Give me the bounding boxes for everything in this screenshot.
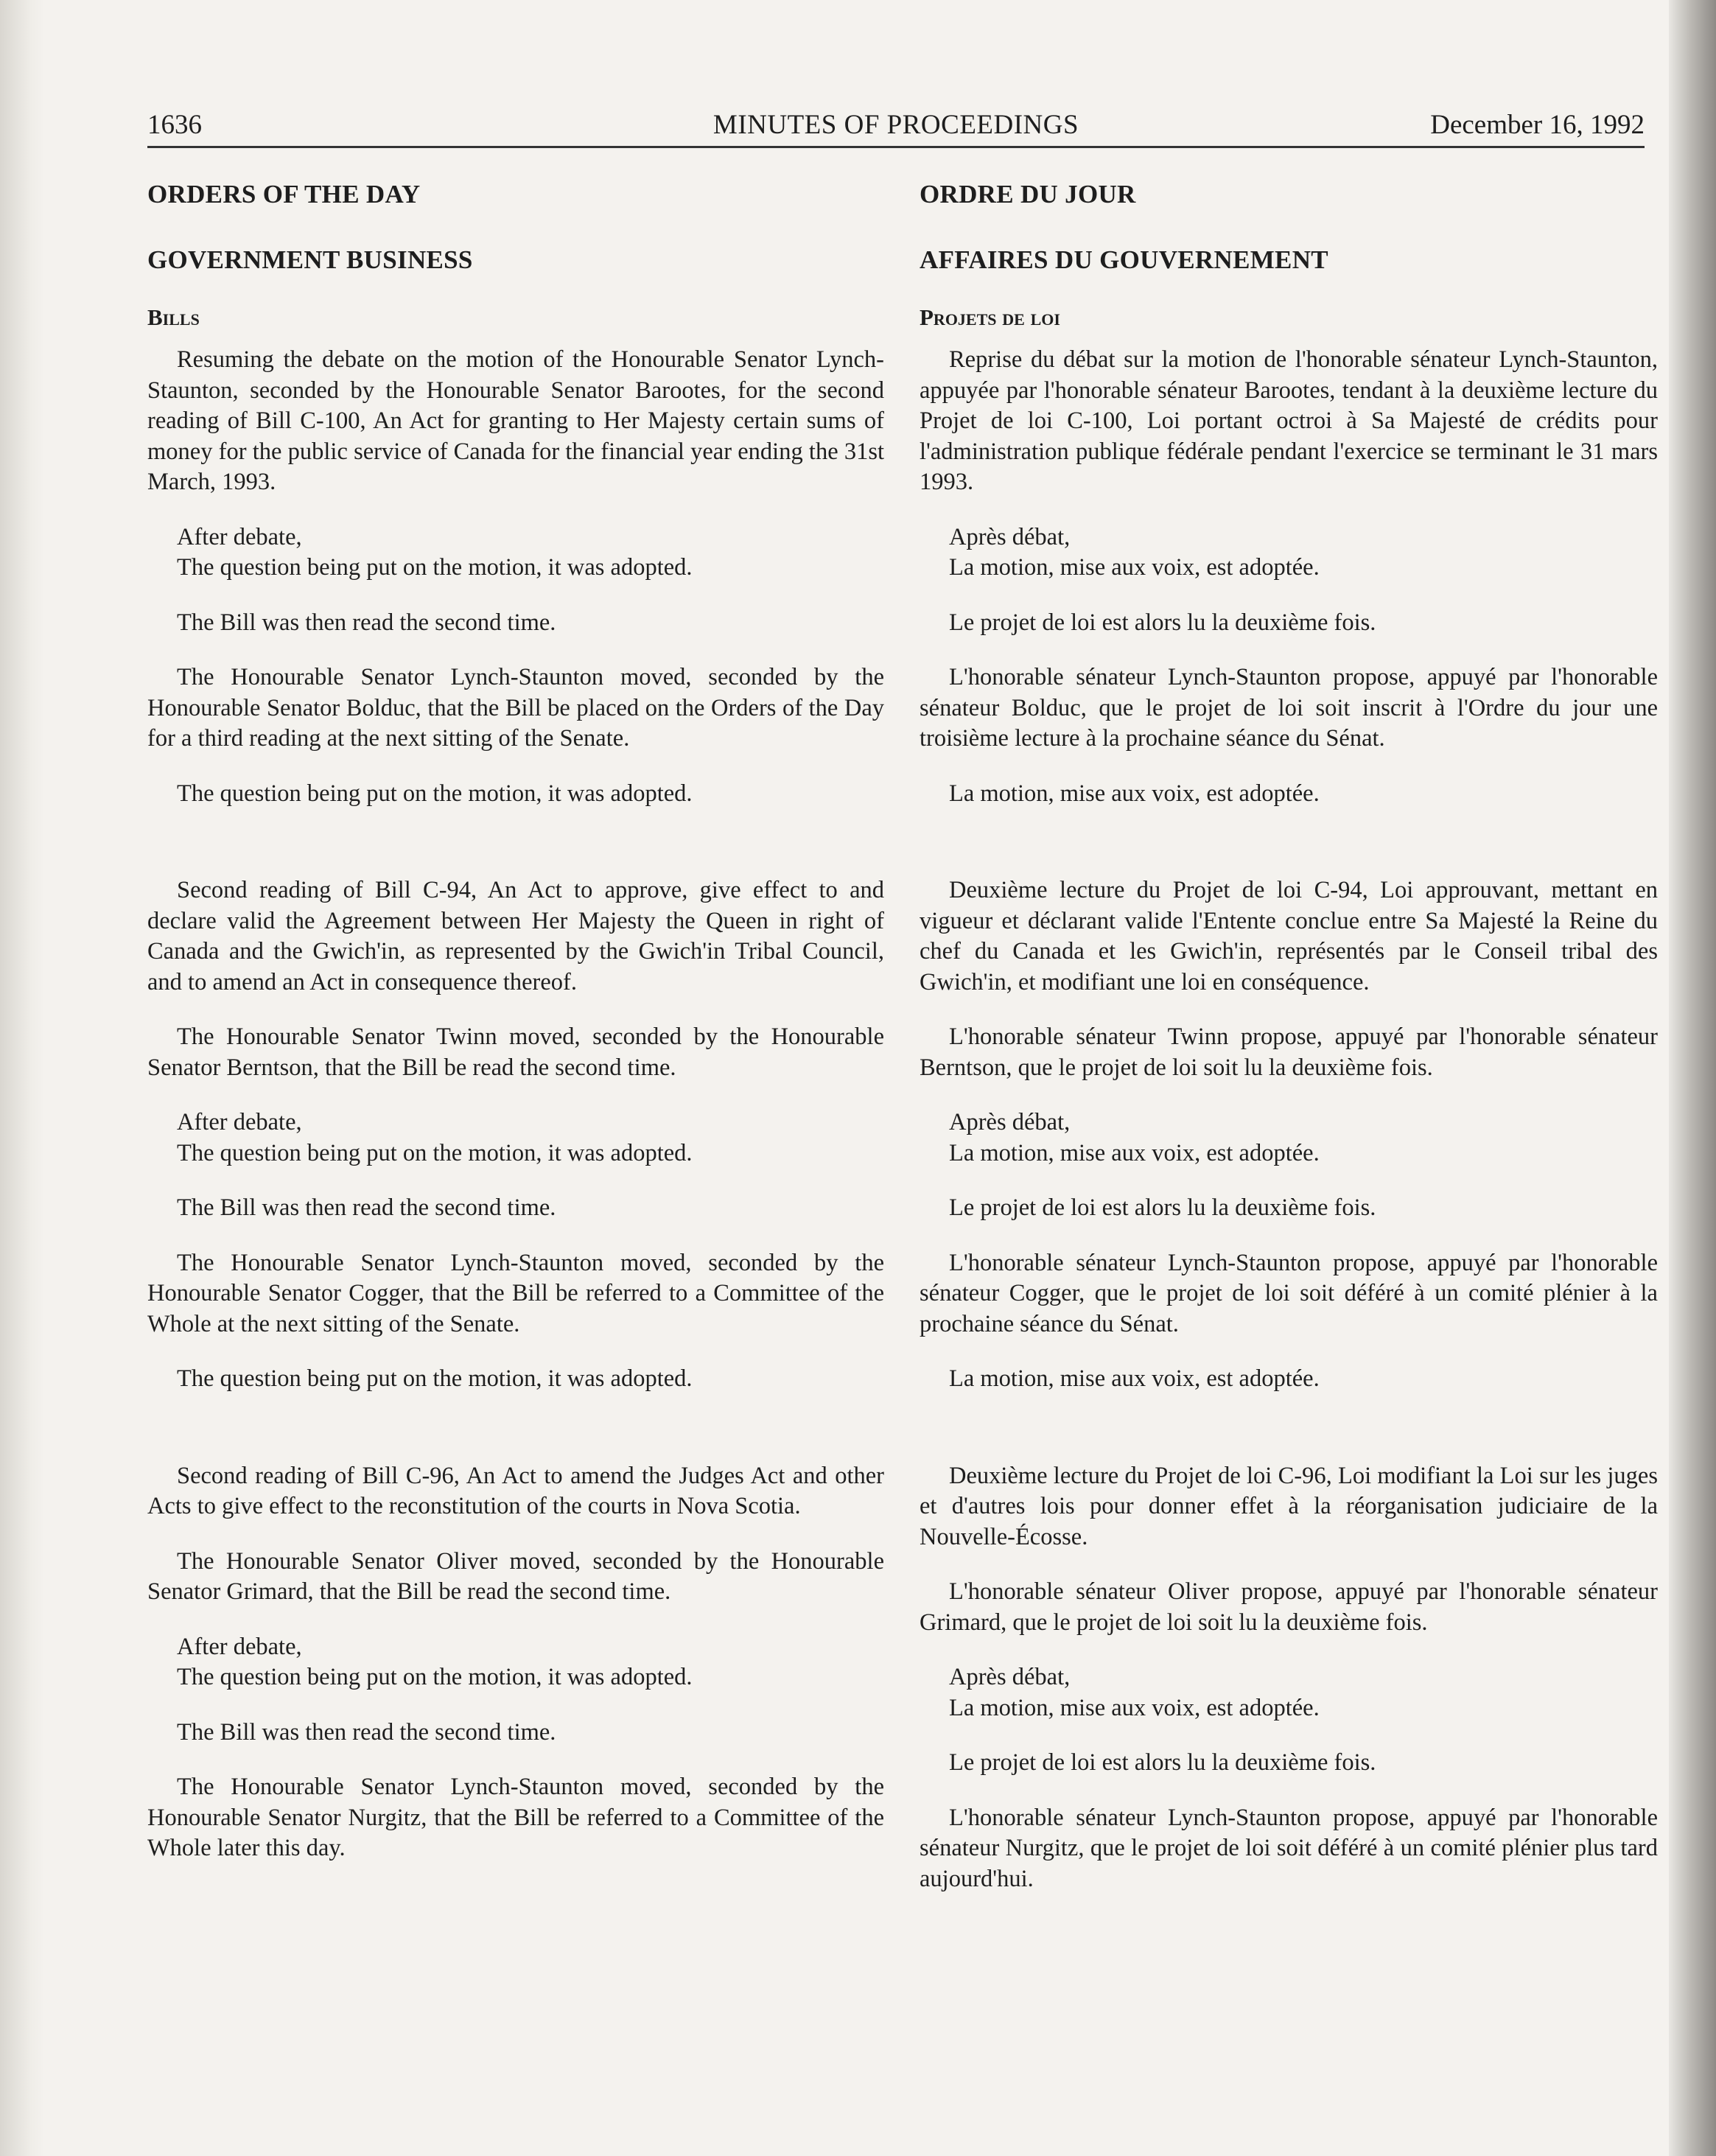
heading-ordre-du-jour: ORDRE DU JOUR bbox=[920, 180, 1136, 209]
french-column bbox=[920, 178, 1658, 1894]
header-date: December 16, 1992 bbox=[1430, 110, 1645, 140]
paragraph: La motion, mise aux voix, est adoptée. bbox=[949, 1139, 1320, 1166]
paragraph: Le projet de loi est alors lu la deuxième fois. bbox=[949, 1749, 1376, 1776]
heading-affaires-du-gouvernement: AFFAIRES DU GOUVERNEMENT bbox=[920, 245, 1328, 274]
heading-projets-de-loi: Projets de loi bbox=[920, 304, 1060, 330]
paragraph: La motion, mise aux voix, est adoptée. bbox=[949, 554, 1320, 581]
page-edge-shadow bbox=[1669, 0, 1716, 2156]
paragraph: Le projet de loi est alors lu la deuxième fois. bbox=[949, 1194, 1376, 1221]
paragraph: L'honorable sénateur Lynch-Staunton propose, appuyé par l'honorable sénateur Nurgitz, que le projet de loi soit déféré à un comité plénier plus tard aujourd'hui. bbox=[920, 1804, 1658, 1892]
paragraph: The question being put on the motion, it was adopted. bbox=[177, 1664, 693, 1690]
paragraph: Le projet de loi est alors lu la deuxième fois. bbox=[949, 609, 1376, 636]
paragraph: Reprise du débat sur la motion de l'honorable sénateur Lynch-Staunton, appuyée par l'honorable sénateur Barootes, tendant à la deuxième lecture du Projet de loi C-100, Loi portant octroi à Sa Majesté de crédits pour l'administration publique fédérale pendant l'exercice se terminant le 31 mars 1993. bbox=[920, 346, 1658, 495]
page-binding-shadow bbox=[0, 0, 44, 2156]
paragraph: The question being put on the motion, it was adopted. bbox=[177, 554, 693, 581]
paragraph: La motion, mise aux voix, est adoptée. bbox=[949, 1694, 1320, 1721]
paragraph: La motion, mise aux voix, est adoptée. bbox=[949, 780, 1320, 807]
paragraph: Second reading of Bill C-94, An Act to approve, give effect to and declare valid the Agreement between Her Majesty the Queen in right of Canada and the Gwich'in, as represented by the Gwich'in Tribal Council, and to amend an Act in consequence thereof. bbox=[147, 877, 884, 995]
paragraph: The Honourable Senator Lynch-Staunton moved, seconded by the Honourable Senator Cogger, that the Bill be referred to a Committee of the Whole at the next sitting of the Senate. bbox=[147, 1249, 884, 1337]
paragraph: The Bill was then read the second time. bbox=[177, 1718, 556, 1746]
paragraph: Deuxième lecture du Projet de loi C-96, Loi modifiant la Loi sur les juges et d'autres lois pour donner effet à la réorganisation judiciaire de la Nouvelle-Écosse. bbox=[920, 1462, 1658, 1550]
paragraph: The question being put on the motion, it was adopted. bbox=[177, 1365, 693, 1392]
paragraph: After debate, bbox=[177, 1633, 302, 1660]
paragraph: The Honourable Senator Oliver moved, seconded by the Honourable Senator Grimard, that the Bill be read the second time. bbox=[147, 1547, 884, 1605]
heading-orders-of-the-day: ORDERS OF THE DAY bbox=[147, 180, 421, 209]
paragraph: The Honourable Senator Lynch-Staunton moved, seconded by the Honourable Senator Nurgitz, that the Bill be referred to a Committee of the Whole later this day. bbox=[147, 1774, 884, 1861]
paragraph: L'honorable sénateur Lynch-Staunton propose, appuyé par l'honorable sénateur Bolduc, que le projet de loi soit inscrit à l'Ordre du jour une troisième lecture à la prochaine séance du Sénat. bbox=[920, 664, 1658, 752]
paragraph: The Bill was then read the second time. bbox=[177, 609, 556, 636]
paragraph: Après débat, bbox=[949, 523, 1071, 550]
paragraph: After debate, bbox=[177, 1109, 302, 1135]
heading-government-business: GOVERNMENT BUSINESS bbox=[147, 245, 473, 274]
page-header bbox=[147, 109, 1645, 148]
paragraph: The Honourable Senator Lynch-Staunton moved, seconded by the Honourable Senator Bolduc, that the Bill be placed on the Orders of the Day for a third reading at the next sitting of the Senate. bbox=[147, 664, 884, 752]
paragraph: L'honorable sénateur Oliver propose, appuyé par l'honorable sénateur Grimard, que le projet de loi soit lu la deuxième fois. bbox=[920, 1578, 1658, 1636]
paragraph: Après débat, bbox=[949, 1664, 1071, 1690]
paragraph: L'honorable sénateur Lynch-Staunton propose, appuyé par l'honorable sénateur Cogger, que le projet de loi soit déféré à un comité plénier à la prochaine séance du Sénat. bbox=[920, 1249, 1658, 1337]
english-column bbox=[147, 178, 884, 1864]
paragraph: The Bill was then read the second time. bbox=[177, 1194, 556, 1221]
paragraph: Après débat, bbox=[949, 1109, 1071, 1135]
paragraph: The question being put on the motion, it was adopted. bbox=[177, 780, 693, 807]
paragraph: The question being put on the motion, it was adopted. bbox=[177, 1139, 693, 1166]
page-number: 1636 bbox=[147, 110, 202, 140]
paragraph: Deuxième lecture du Projet de loi C-94, Loi approuvant, mettant en vigueur et déclarant valide l'Entente conclue entre Sa Majesté la Reine du chef du Canada et les Gwich'in, représentés par le Conseil tribal des Gwich'in, et modifiant une loi en conséquence. bbox=[920, 877, 1658, 995]
paragraph: The Honourable Senator Twinn moved, seconded by the Honourable Senator Berntson, that the Bill be read the second time. bbox=[147, 1023, 884, 1081]
paragraph: Second reading of Bill C-96, An Act to amend the Judges Act and other Acts to give effect to the reconstitution of the courts in Nova Scotia. bbox=[147, 1462, 884, 1519]
running-title: MINUTES OF PROCEEDINGS bbox=[712, 110, 1079, 140]
heading-bills: Bills bbox=[147, 304, 200, 330]
paragraph: La motion, mise aux voix, est adoptée. bbox=[949, 1365, 1320, 1392]
paragraph: After debate, bbox=[177, 523, 302, 550]
paragraph: L'honorable sénateur Twinn propose, appuyé par l'honorable sénateur Berntson, que le projet de loi soit lu la deuxième fois. bbox=[920, 1023, 1658, 1081]
paragraph: Resuming the debate on the motion of the Honourable Senator Lynch-Staunton, seconded by the Honourable Senator Barootes, for the second reading of Bill C-100, An Act for granting to Her Majesty certain sums of money for the public service of Canada for the financial year ending the 31st March, 1993. bbox=[147, 346, 884, 495]
